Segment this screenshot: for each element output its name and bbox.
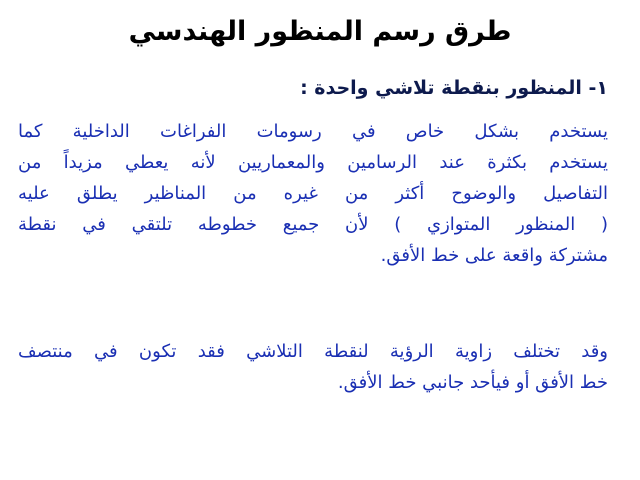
paragraph-2	[18, 336, 608, 398]
paragraph-2-line: خط الأفق أو فيأحد جانبي خط الأفق.	[337, 372, 608, 393]
paragraph-2-line: وقد تختلف زاوية الرؤية لنقطة التلاشي فقد تكون في منتصف	[18, 341, 608, 362]
slide-title: طرق رسم المنظور الهندسي	[128, 16, 512, 47]
paragraph-1-line: التفاصيل والوضوح أكثر من غيره من المناظير يطلق عليه	[18, 183, 608, 204]
paragraph-1	[18, 116, 608, 271]
paragraph-1-line: يستخدم بشكل خاص في رسومات الفراغات الداخلية كما	[18, 121, 608, 142]
section-heading: ١- المنظور بنقطة تلاشي واحدة :	[300, 77, 608, 99]
paragraph-1-line: مشتركة واقعة على خط الأفق.	[380, 245, 608, 266]
paragraph-1-line: ( المنظور المتوازي ) لأن جميع خطوطه تلتقي في نقطة	[18, 214, 608, 235]
paragraph-1-line: يستخدم بكثرة عند الرسامين والمعماريين لأنه يعطي مزيداً من	[18, 152, 608, 173]
